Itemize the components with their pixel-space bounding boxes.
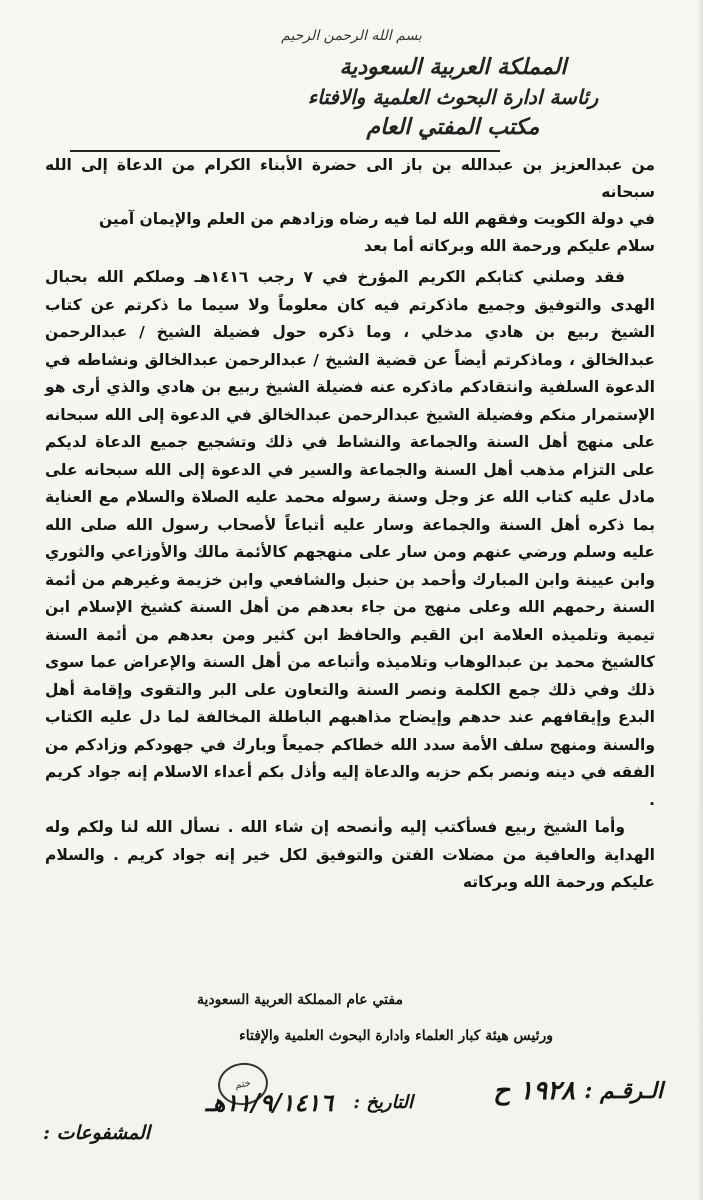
letterhead bbox=[293, 52, 613, 142]
signature-title-mufti: مفتي عام المملكة العربية السعودية bbox=[196, 992, 403, 1008]
signature-block bbox=[133, 992, 553, 1044]
reference-number-label: الـرقـم : bbox=[584, 1078, 663, 1104]
body-paragraph: فقد وصلني كتابكم الكريم المؤرخ في ٧ رجب ١٤١٦هـ وصلكم الله بحبال الهدى والتوفيق وجميع ماذكرتم فيه كان معلوماً ولا سيما ما ذكرتم عن كتاب الشيخ ربيع بن هادي مدخلي ، وما ذكره حول فضيلة الشيخ / عبدالرحمن عبدالخالق ، وماذكرتم أيضاً عن قضية الشيخ / عبدالرحمن عبدالخالق ونشاطه في الدعوة السلفية وانتقادكم ماذكره عنه فضيلة الشيخ ربيع بن هادي والذي أرى هو الإستمرار منكم وفضيلة الشيخ عبدالرحمن عبدالخالق في الدعوة إلى الله سبحانه على منهج أهل السنة والجماعة والنشاط في ذلك وتشجيع جميع الدعاة لديكم على التزام مذهب أهل السنة والجماعة والسير في الدعوة إلى الله سبحانه على مادل عليه كتاب الله عز وجل وسنة رسوله محمد عليه الصلاة والسلام مع العناية بما ذكره أهل السنة والجماعة وسار عليه أتباعاً لأصحاب رسول الله صلى الله عليه وسلم ورضي عنهم ومن سار على منهجهم كالأئمة مالك والأوزاعي والثوري وابن عيينة وابن المبارك وأحمد بن حنبل والشافعي وابن خزيمة وغيرهم من أئمة السنة رحمهم الله وعلى منهج من جاء بعدهم من أهل السنة كشيخ الإسلام ابن تيمية وتلميذه العلامة ابن القيم والحافظ ابن كثير ومن بعدهم من أئمة السنة كالشيخ محمد بن عبدالوهاب وتلاميذه وأتباعه من أهل السنة والإعراض عما سوى ذلك وفي ذلك جمع الكلمة ونصر السنة والتعاون على البر والتقوى وإقامة أهل البدع وإيقافهم عند حدهم وإيضاح مذاهبهم الباطلة المخالفة لما دل عليه الكتاب والسنة ومنهج سلف الأمة سدد الله خطاكم جميعاً وبارك في جهودكم وزادكم من الفقه في دينه ونصر بكم حزبه والدعاة إليه وأذل بكم أعداء الاسلام إنه جواد كريم . bbox=[45, 268, 655, 809]
main-text bbox=[45, 264, 655, 897]
body-paragraph: وأما الشيخ ربيع فسأكتب إليه وأنصحه إن شاء الله . نسأل الله لنا ولكم وله الهداية والعافية من مضلات الفتن والتوفيق لكل خير إنه جواد كريم . والسلام عليكم ورحمة الله وبركاته bbox=[45, 818, 655, 891]
address-line-recipient: في دولة الكويت وفقهم الله لما فيه رضاه وزادهم من العلم والإيمان آمين bbox=[98, 210, 655, 228]
letterhead-office: مكتب المفتي العام bbox=[366, 114, 540, 140]
greeting-line: سلام عليكم ورحمة الله وبركاته أما بعد bbox=[364, 237, 655, 255]
date-label: التاريخ : bbox=[353, 1092, 413, 1113]
reference-number-value: ١٩٢٨ ح bbox=[493, 1076, 575, 1106]
basmala: بسم الله الرحمن الرحيم bbox=[281, 28, 422, 44]
address-line-sender: من عبدالعزيز بن عبدالله بن باز الى حضرة الأبناء الكرام من الدعاة إلى الله سبحانه bbox=[45, 156, 655, 201]
letterhead-kingdom: المملكة العربية السعودية bbox=[339, 54, 567, 80]
seal-stamp-icon: ختم bbox=[215, 1060, 270, 1109]
scan-edge bbox=[697, 0, 703, 1200]
address-block bbox=[45, 152, 655, 260]
letterhead-presidency: رئاسة ادارة البحوث العلمية والافتاء bbox=[307, 85, 599, 109]
attachments-label: المشفوعات : bbox=[43, 1122, 151, 1144]
signature-title-president: ورئيس هيئة كبار العلماء وادارة البحوث العلمية والإفتاء bbox=[239, 1028, 553, 1044]
letter-body bbox=[45, 152, 655, 897]
date-value: ١١/٩/١٤١٦هـ bbox=[205, 1088, 333, 1117]
